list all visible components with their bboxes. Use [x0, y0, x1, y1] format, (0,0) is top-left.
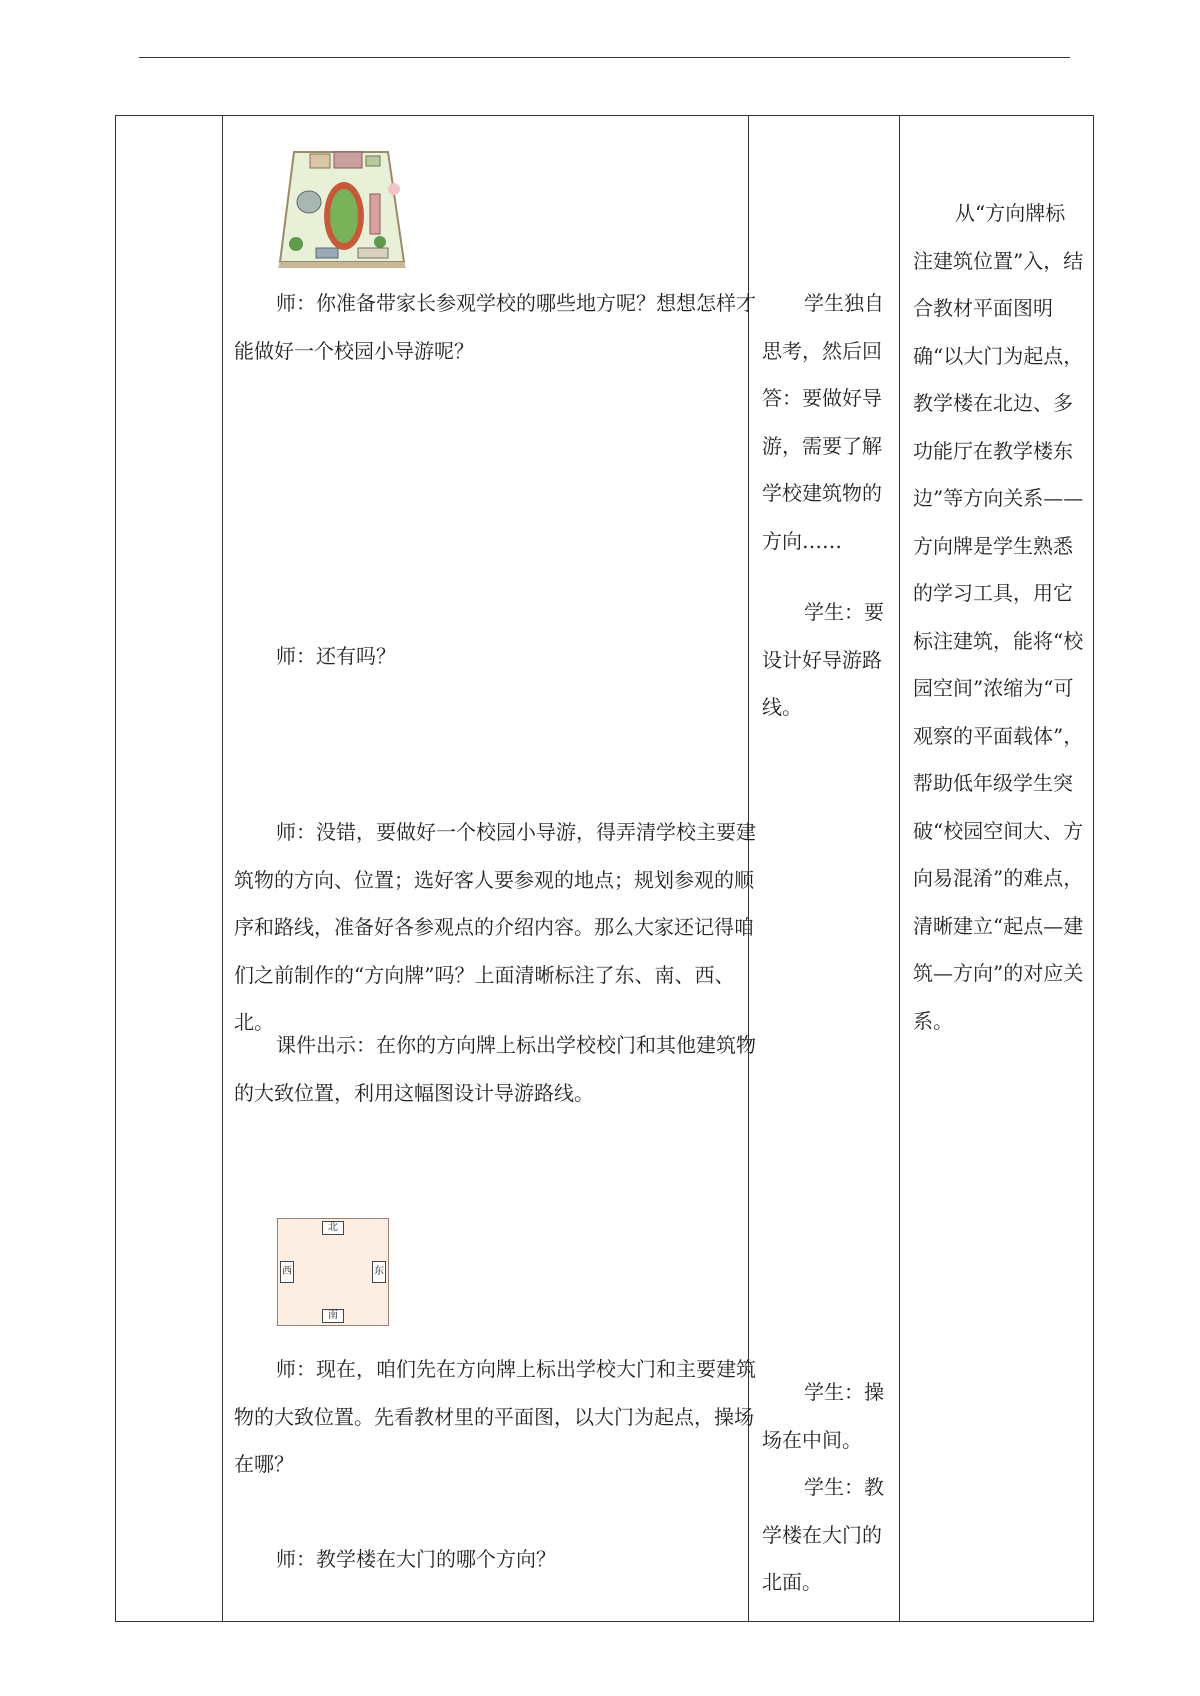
lesson-table	[115, 115, 1094, 1622]
student-answer-4: 学生：教学楼在大门的北面。	[762, 1475, 884, 1594]
north-label: 北	[322, 1221, 344, 1235]
teacher-question-1: 师：你准备带家长参观学校的哪些地方呢？想想怎样才能做好一个校园小导游呢？	[234, 291, 756, 363]
teacher-question-2: 师：还有吗？	[276, 644, 396, 668]
direction-sign	[277, 1218, 389, 1326]
teacher-explanation: 师：没错，要做好一个校园小导游，得弄清学校主要建筑物的方向、位置；选好客人要参观的地点；规划参观的顺序和路线，准备好各参观点的介绍内容。那么大家还记得咱们之前制作的“方向牌”吗？上面清晰标注了东、南、西、北。	[234, 820, 756, 1034]
east-label: 东	[372, 1261, 386, 1283]
student-answer-2: 学生：要设计好导游路线。	[762, 600, 884, 719]
campus-map-illustration	[276, 144, 411, 272]
column-divider-1	[222, 116, 223, 1621]
teacher-question-4: 师：教学楼在大门的哪个方向？	[276, 1547, 556, 1571]
student-answer-3: 学生：操场在中间。	[762, 1380, 884, 1452]
design-intent-note: 从“方向牌标注建筑位置”入，结合教材平面图明确“以大门为起点，教学楼在北边、多功能厅在教学楼东边”等方向关系——方向牌是学生熟悉的学习工具，用它标注建筑，能将“校园空间”浓缩为“可观察的平面载体”，帮助低年级学生突破“校园空间大、方向易混淆”的难点，清晰建立“起点—建筑—方向”的对应关系。	[913, 201, 1084, 1033]
teacher-question-3: 师：现在，咱们先在方向牌上标出学校大门和主要建筑物的大致位置。先看教材里的平面图，以大门为起点，操场在哪？	[234, 1357, 756, 1476]
column-divider-3	[899, 116, 900, 1621]
south-label: 南	[322, 1309, 344, 1323]
header-rule	[139, 57, 1070, 58]
student-answer-1: 学生独自思考，然后回答：要做好导游，需要了解学校建筑物的方向……	[762, 291, 884, 553]
west-label: 西	[280, 1261, 294, 1283]
courseware-instruction: 课件出示：在你的方向牌上标出学校校门和其他建筑物的大致位置，利用这幅图设计导游路线。	[234, 1033, 756, 1105]
